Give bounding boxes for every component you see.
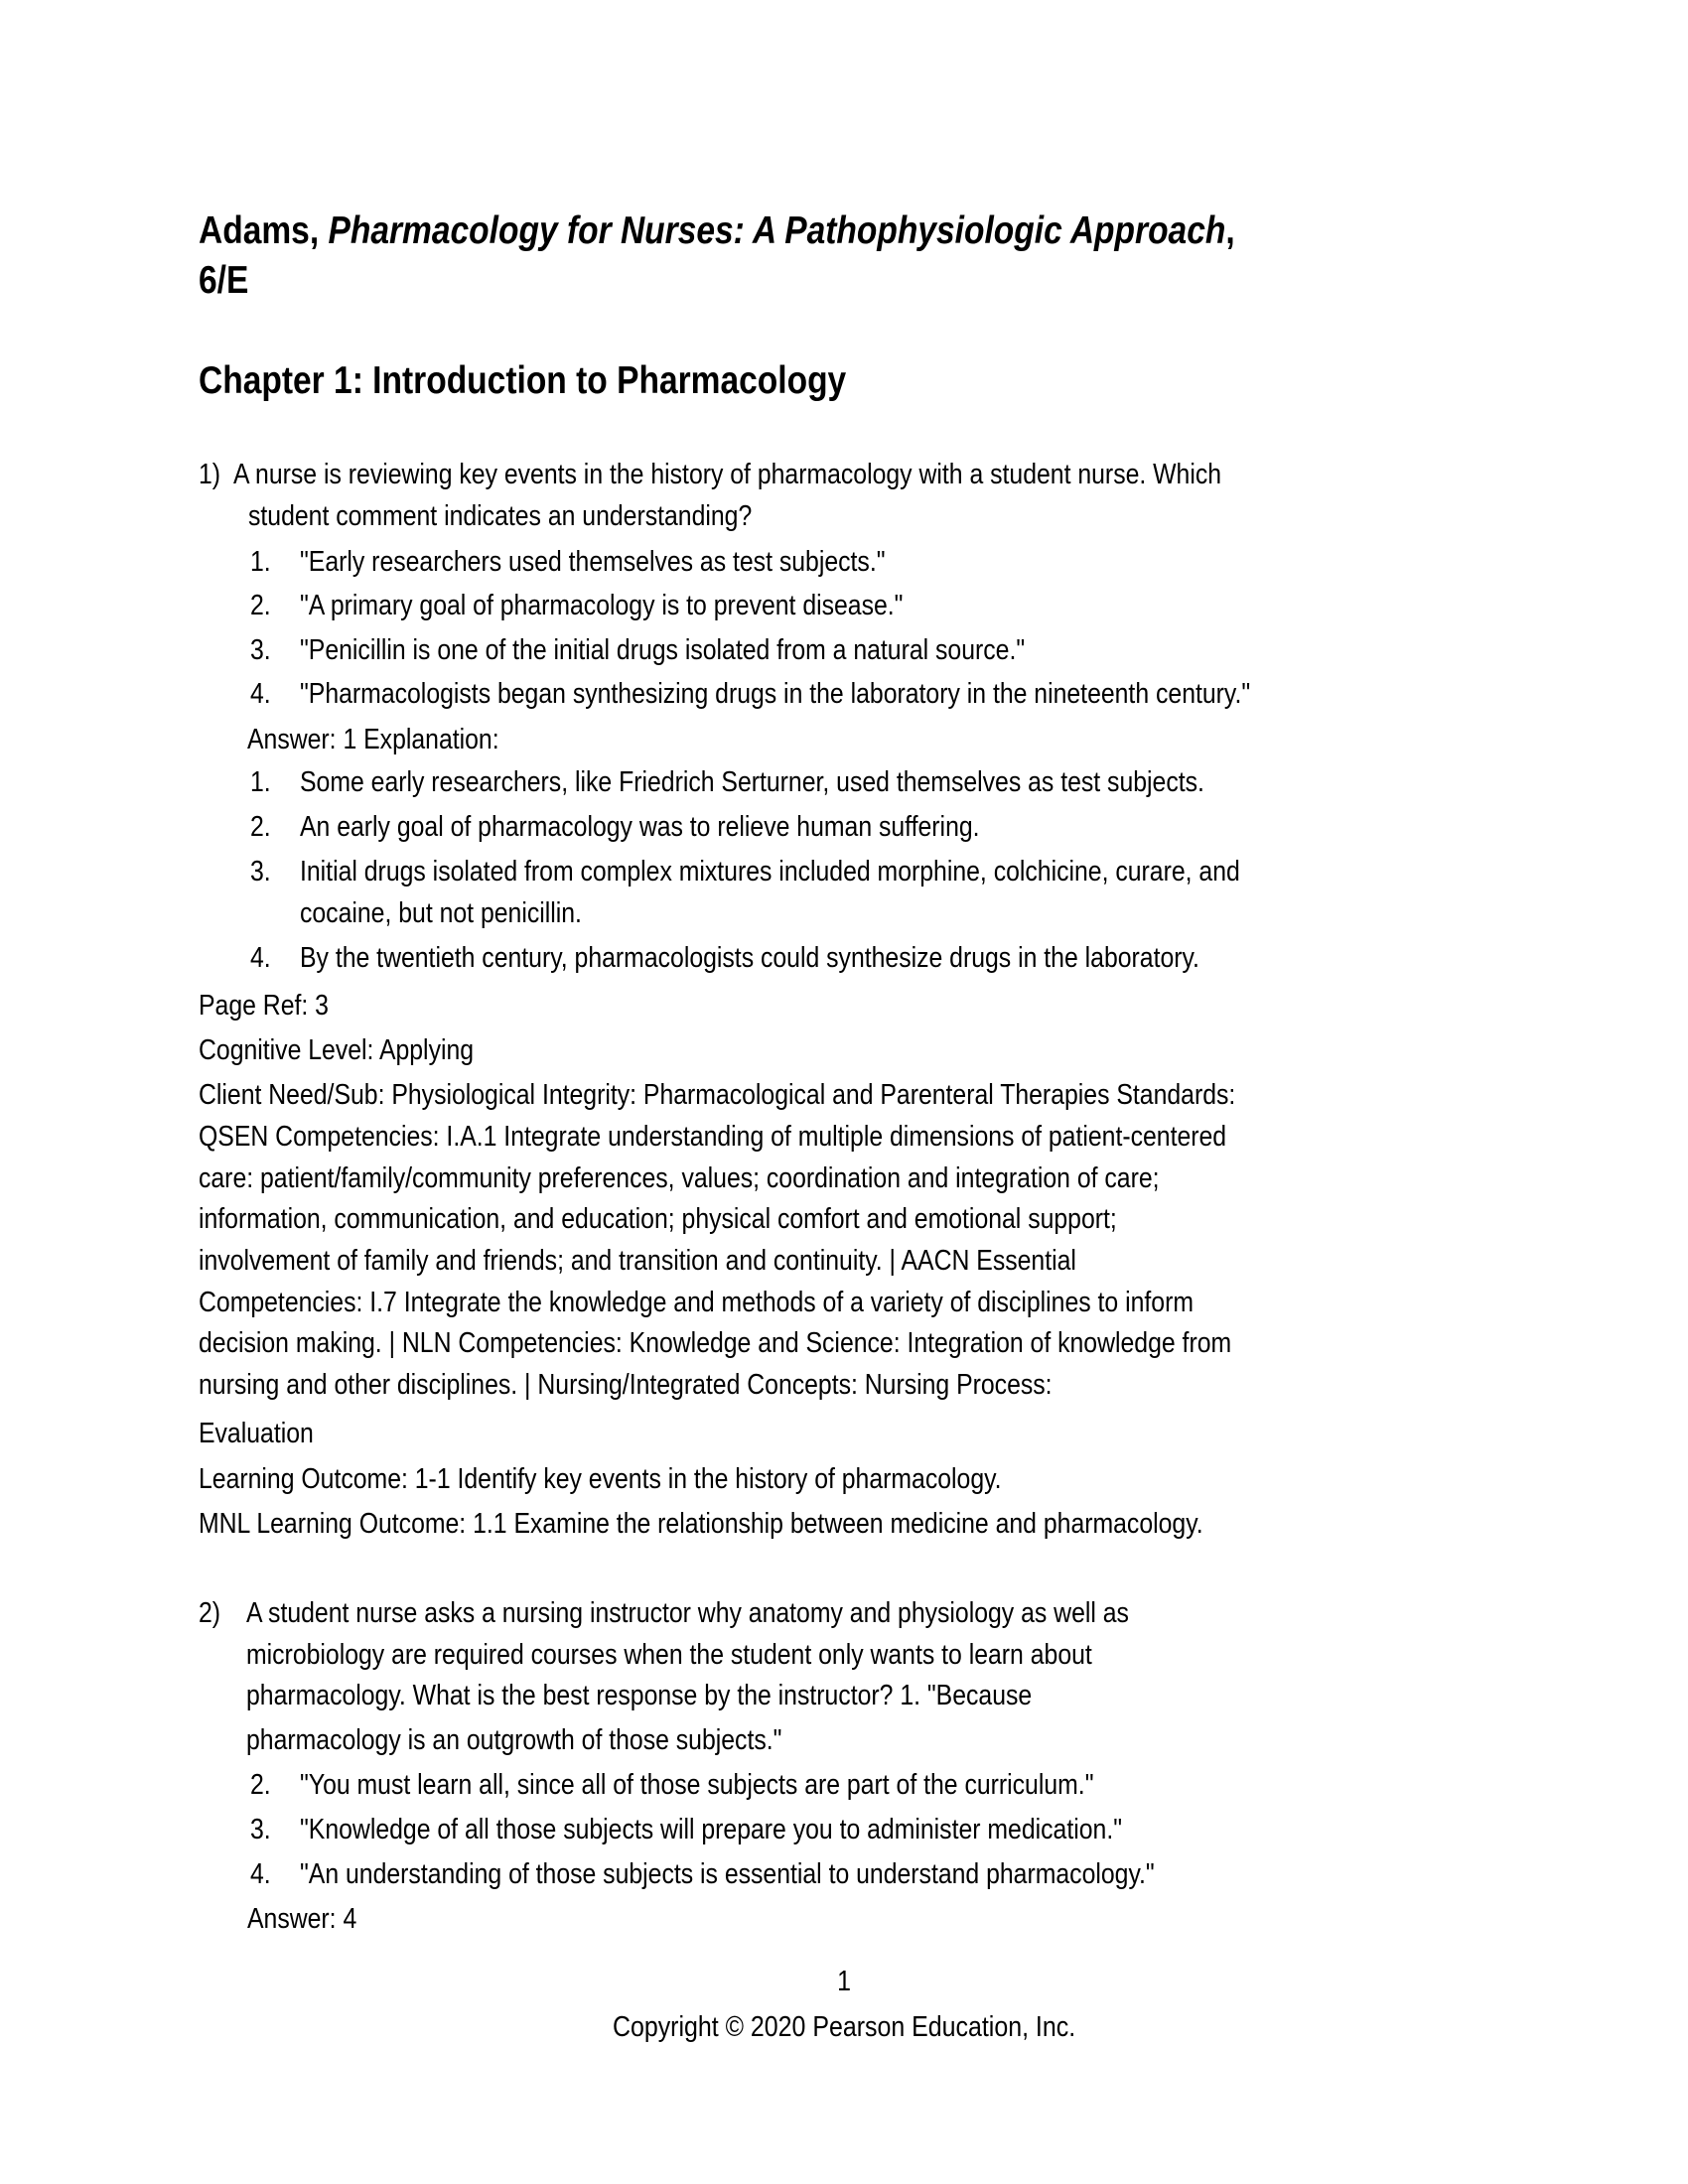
answer-line: Answer: 1 Explanation: xyxy=(247,724,499,755)
cognitive-level: Cognitive Level: Applying xyxy=(199,1034,475,1066)
client-need-line: Competencies: I.7 Integrate the knowledge and methods of a variety of disciplines to inform xyxy=(199,1287,1195,1318)
learning-outcome: Learning Outcome: 1-1 Identify key events in the history of pharmacology. xyxy=(199,1463,1002,1495)
chapter-title: Chapter 1: Introduction to Pharmacology xyxy=(199,359,847,402)
option-text: "A primary goal of pharmacology is to prevent disease." xyxy=(300,590,904,621)
question-stem: A nurse is reviewing key events in the history of pharmacology with a student nurse. Which xyxy=(233,459,1222,490)
explanation-number: 2. xyxy=(250,811,271,843)
client-need-line: nursing and other disciplines. | Nursing/Integrated Concepts: Nursing Process: xyxy=(199,1369,1053,1401)
client-need-line: involvement of family and friends; and transition and continuity. | AACN Essential xyxy=(199,1245,1076,1277)
mnl-learning-outcome: MNL Learning Outcome: 1.1 Examine the relationship between medicine and pharmacology. xyxy=(199,1508,1203,1540)
option-number: 2. xyxy=(250,1769,271,1801)
copyright-text: Copyright © 2020 Pearson Education, Inc. xyxy=(612,2011,1076,2043)
explanation-number: 4. xyxy=(250,942,271,974)
question-number: 1) xyxy=(199,459,221,490)
explanation-number: 1. xyxy=(250,766,271,798)
title-comma: , xyxy=(1225,209,1235,252)
explanation-text: By the twentieth century, pharmacologists could synthesize drugs in the laboratory. xyxy=(300,942,1199,974)
client-need-line: care: patient/family/community preferences, values; coordination and integration of care; xyxy=(199,1162,1160,1194)
edition: 6/E xyxy=(199,259,249,302)
client-need-line: decision making. | NLN Competencies: Knowledge and Science: Integration of knowledge from xyxy=(199,1327,1232,1359)
client-need-line: QSEN Competencies: I.A.1 Integrate understanding of multiple dimensions of patient-centered xyxy=(199,1121,1227,1153)
option-number: 3. xyxy=(250,1814,271,1845)
page-number-text: 1 xyxy=(837,1966,851,1997)
question-stem: microbiology are required courses when the student only wants to learn about xyxy=(246,1639,1092,1671)
book-title: Pharmacology for Nurses: A Pathophysiologic Approach xyxy=(328,209,1226,252)
option-text: "Pharmacologists began synthesizing drugs in the laboratory in the nineteenth century." xyxy=(300,678,1251,710)
book-title-line xyxy=(199,211,1235,250)
option-text: "Penicillin is one of the initial drugs isolated from a natural source." xyxy=(300,634,1026,666)
question-stem: pharmacology is an outgrowth of those subjects." xyxy=(246,1724,782,1756)
author: Adams, xyxy=(199,209,320,252)
answer-line: Answer: 4 xyxy=(247,1903,357,1935)
option-text: "Early researchers used themselves as test subjects." xyxy=(300,546,886,578)
option-number: 4. xyxy=(250,678,271,710)
client-need-line: Evaluation xyxy=(199,1418,314,1449)
explanation-text: Initial drugs isolated from complex mixtures included morphine, colchicine, curare, and xyxy=(300,856,1240,887)
question-stem: pharmacology. What is the best response by the instructor? 1. "Because xyxy=(246,1680,1033,1711)
client-need-line: Client Need/Sub: Physiological Integrity: Pharmacological and Parenteral Therapies Standards: xyxy=(199,1079,1236,1111)
option-number: 3. xyxy=(250,634,271,666)
question-stem: student comment indicates an understanding? xyxy=(248,500,753,532)
option-text: "Knowledge of all those subjects will prepare you to administer medication." xyxy=(300,1814,1123,1845)
option-text: "An understanding of those subjects is essential to understand pharmacology." xyxy=(300,1858,1155,1890)
question-stem: A student nurse asks a nursing instructor why anatomy and physiology as well as xyxy=(246,1597,1129,1629)
page-ref: Page Ref: 3 xyxy=(199,990,329,1022)
explanation-text: Some early researchers, like Friedrich Serturner, used themselves as test subjects. xyxy=(300,766,1204,798)
option-text: "You must learn all, since all of those subjects are part of the curriculum." xyxy=(300,1769,1094,1801)
explanation-text: cocaine, but not penicillin. xyxy=(300,897,582,929)
copyright xyxy=(0,2013,1688,2042)
client-need-line: information, communication, and education; physical comfort and emotional support; xyxy=(199,1203,1117,1235)
explanation-number: 3. xyxy=(250,856,271,887)
option-number: 1. xyxy=(250,546,271,578)
question-number: 2) xyxy=(199,1597,221,1629)
option-number: 4. xyxy=(250,1858,271,1890)
explanation-text: An early goal of pharmacology was to relieve human suffering. xyxy=(300,811,980,843)
option-number: 2. xyxy=(250,590,271,621)
page-number xyxy=(0,1968,1688,1996)
